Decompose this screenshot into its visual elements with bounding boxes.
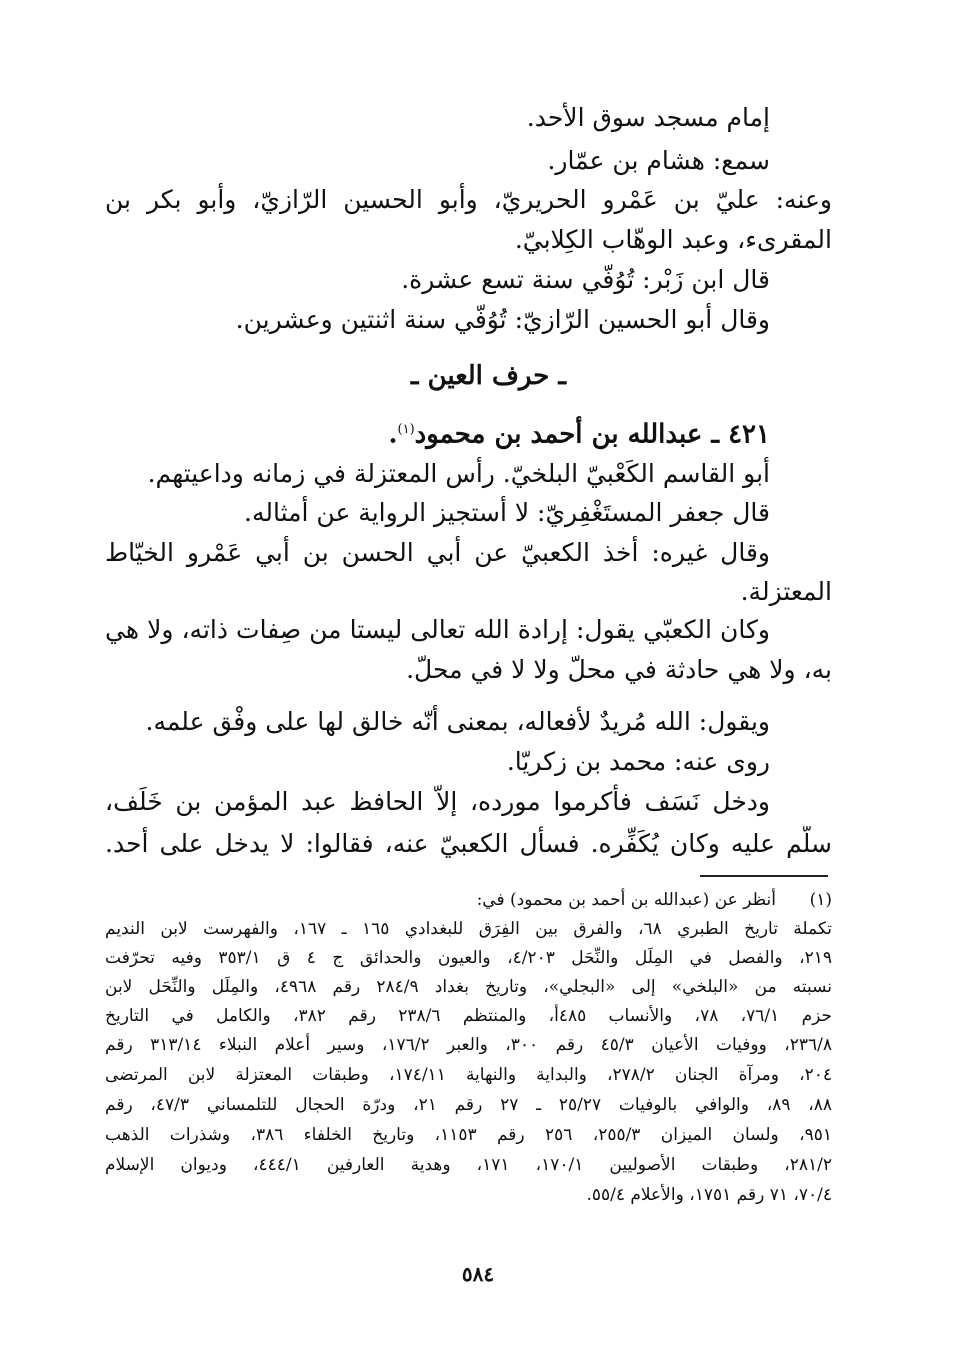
text-line: سلّم عليه وكان يُكَفِّره. فسأل الكعبيّ عنه، فقالوا: لا يدخل على أحد. — [105, 829, 832, 858]
footnote-line: تكملة تاريخ الطبري ٦٨، والفرق بين الفِرَق للبغدادي ١٦٥ ـ ١٦٧، والفهرست لابن النديم — [105, 919, 832, 939]
entry-name: ٤٢١ ـ عبدالله بن أحمد بن محمود — [414, 419, 770, 450]
text-line: سمع: هشام بن عمّار. — [547, 146, 770, 175]
text-line: وكان الكعبّي يقول: إرادة الله تعالى ليستا من صِفات ذاته، ولا هي — [105, 615, 770, 644]
text-line: المقرىء، وعبد الوهّاب الكِلابيّ. — [514, 225, 832, 254]
text-line: وعنه: عليّ بن عَمْرو الحريريّ، وأبو الحسين الرّازيّ، وأبو بكر بن — [105, 185, 832, 214]
footnote-line: حزم ٧٦/١، ٧٨، والأنساب ٤٨٥أ، والمنتظم ٢٣٨/٦ رقم ٣٨٢، والكامل في التاريخ — [105, 1006, 832, 1026]
section-heading: ـ حرف العين ـ — [410, 361, 566, 391]
entry-title — [388, 412, 770, 453]
text-line: أبو القاسم الكَعْبيّ البلخيّ. رأس المعتزلة في زمانه وداعيتهم. — [147, 459, 770, 488]
text-line: قال جعفر المستَغْفِريّ: لا أستجيز الرواية عن أمثاله. — [244, 498, 770, 527]
footnote-line: ٨٨، ٨٩، والوافي بالوفيات ٢٥/٢٧ ـ ٢٧ رقم ٢١، ودرّة الحجال للتلمساني ٤٧/٣، رقم — [105, 1095, 832, 1115]
footnote-line: ٩٥١، ولسان الميزان ٢٥٥/٣، ٢٥٦ رقم ١١٥٣، وتاريخ الخلفاء ٣٨٦، وشذرات الذهب — [105, 1125, 832, 1145]
text-line: وقال غيره: أخذ الكعبيّ عن أبي الحسن بن أبي عَمْرو الخيّاط — [105, 538, 770, 567]
footnote-line: ٢١٩، والفصل في المِلَل والنِّحَل ٤/٢٠٣، والعيون والحدائق ج ٤ ق ٣٥٣/١ وفيه تحرّفت — [105, 948, 832, 968]
footnote-line: نسبته من «البلخي» إلى «البجلي»، وتاريخ بغداد ٢٨٤/٩ رقم ٤٩٦٨، والمِلَل والنِّحَل لابن — [105, 977, 832, 997]
page-number: ٥٨٤ — [461, 1262, 495, 1286]
footnote-line: ٧٠/٤، ٧١ رقم ١٧٥١، والأعلام ٥٥/٤. — [586, 1185, 832, 1205]
text-line: به، ولا هي حادثة في محلّ ولا لا في محلّ. — [406, 655, 832, 684]
footnote-separator — [700, 875, 828, 877]
text-line: وقال أبو الحسين الرّازيّ: تُوُفّي سنة اثنتين وعشرين. — [235, 305, 770, 334]
text-line: المعتزلة. — [740, 577, 832, 606]
text-line: إمام مسجد سوق الأحد. — [526, 103, 770, 132]
footnote-marker: (١) — [397, 422, 415, 437]
footnote-line: أنظر عن (عبدالله بن أحمد بن محمود) في: — [476, 890, 776, 910]
text-line: قال ابن زَبْر: تُوُفّي سنة تسع عشرة. — [401, 265, 770, 294]
footnote-line: ٢٣٦/٨، ووفيات الأعيان ٤٥/٣ رقم ٣٠٠، والعبر ١٧٦/٢، وسير أعلام النبلاء ٣١٣/١٤ رقم — [105, 1035, 832, 1055]
footnote-line: ٢٨١/٢، وطبقات الأصوليين ١٧٠/١، ١٧١، وهدية العارفين ٤٤٤/١، وديوان الإسلام — [105, 1155, 832, 1175]
footnote-number: (١) — [809, 890, 832, 910]
text-line: روى عنه: محمد بن زكريّا. — [506, 747, 770, 776]
text-line: ويقول: الله مُريدٌ لأفعاله، بمعنى أنّه خالق لها على وفْق علمه. — [145, 707, 770, 736]
text-line: ودخل نَسَف فأكرموا مورده، إلاّ الحافظ عبد المؤمن بن خَلَف، — [105, 787, 770, 816]
footnote-line: ٢٠٤، ومرآة الجنان ٢٧٨/٢، والبداية والنهاية ١٧٤/١١، وطبقات المعتزلة لابن المرتضى — [105, 1065, 832, 1085]
entry-end: . — [388, 419, 398, 450]
